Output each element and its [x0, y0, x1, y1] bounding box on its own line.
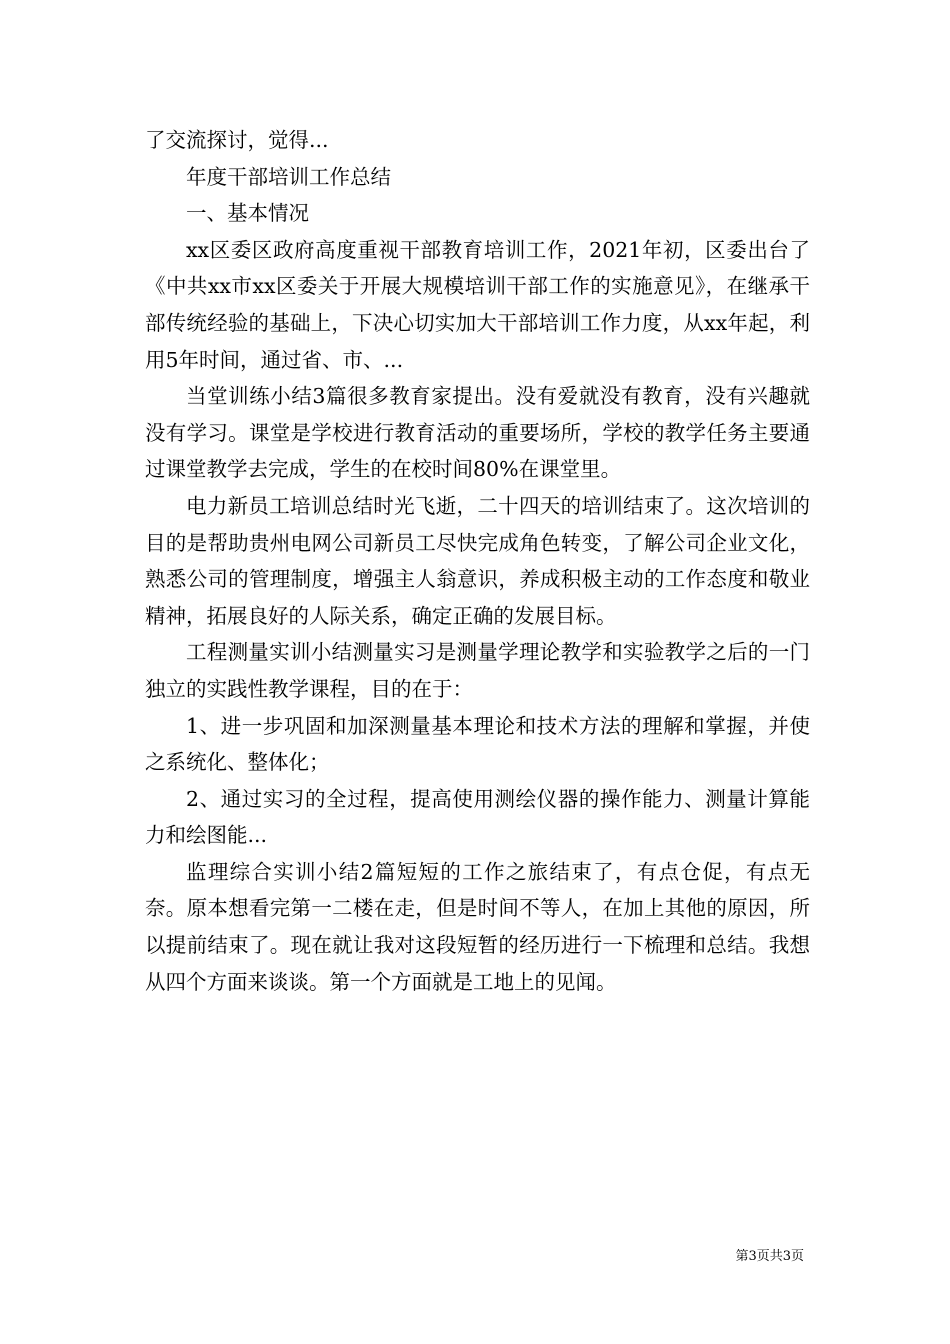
paragraph-supervision-training: 监理综合实训小结2篇短短的工作之旅结束了，有点仓促，有点无奈。原本想看完第一二楼在走，但是时间不等人，在加上其他的原因，所以提前结束了。现在就让我对这段短暂的经历进行一下梳理和总结。我想从四个方面来谈谈。第一个方面就是工地上的见闻。	[145, 859, 810, 994]
list-item-2: 2、通过实习的全过程，提高使用测绘仪器的操作能力、测量计算能力和绘图能...	[145, 786, 810, 848]
page-number: 第3页共3页	[735, 1249, 804, 1264]
paragraph-classroom-training: 当堂训练小结3篇很多教育家提出。没有爱就没有教育，没有兴趣就没有学习。课堂是学校进行教育活动的重要场所，学校的教学任务主要通过课堂教学去完成，学生的在校时间80%在课堂里。	[145, 384, 810, 482]
document-body	[145, 122, 810, 1000]
paragraph-district-training: xx区委区政府高度重视干部教育培训工作，2021年初，区委出台了《中共xx市xx区委关于开展大规模培训干部工作的实施意见》，在继承干部传统经验的基础上，下决心切实加大干部培训工作力度，从xx年起，利用5年时间，通过省、市、...	[145, 237, 810, 372]
section-heading-basic-situation: 一、基本情况	[186, 201, 309, 226]
paragraph-surveying-practice: 工程测量实训小结测量实习是测量学理论教学和实验教学之后的一门独立的实践性教学课程，目的在于：	[145, 640, 810, 701]
paragraph-continuation: 了交流探讨，觉得...	[145, 128, 329, 152]
list-item-1: 1、进一步巩固和加深测量基本理论和技术方法的理解和掌握，并使之系统化、整体化；	[145, 713, 810, 775]
paragraph-power-new-employee: 电力新员工培训总结时光飞逝，二十四天的培训结束了。这次培训的目的是帮助贵州电网公司新员工尽快完成角色转变，了解公司企业文化，熟悉公司的管理制度，增强主人翁意识，养成积极主动的工作态度和敬业精神，拓展良好的人际关系，确定正确的发展目标。	[145, 493, 810, 628]
section-title: 年度干部培训工作总结	[186, 164, 391, 189]
